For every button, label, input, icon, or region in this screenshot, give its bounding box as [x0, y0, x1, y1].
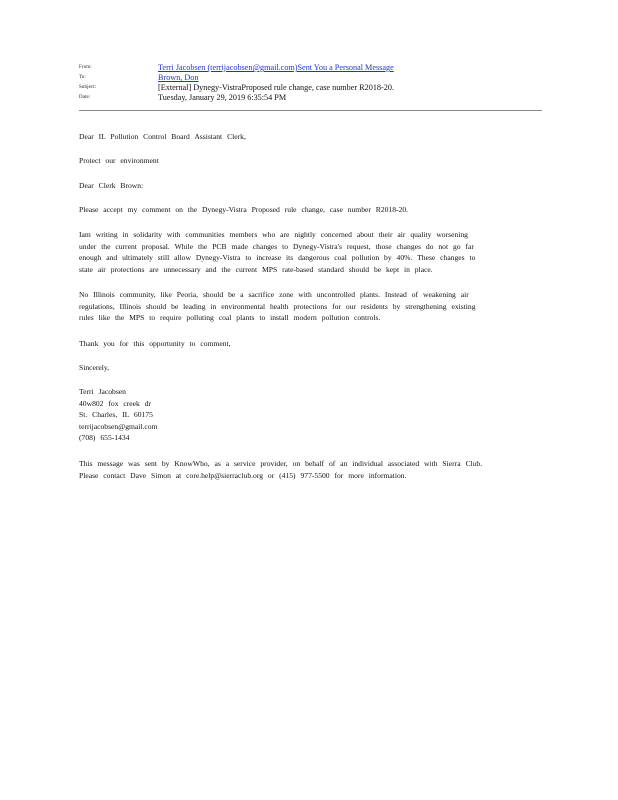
date-value: Tuesday, January 29, 2019 6:35:54 PM: [158, 93, 287, 102]
protect-text: Protect our environment: [79, 156, 159, 165]
dear-clerk-text: Dear Clerk Brown:: [79, 181, 144, 190]
from-label: From:: [79, 65, 92, 70]
signature-email: terrijacobsen@gmail.com: [79, 421, 158, 431]
salutation-text: Dear IL Pollution Control Board Assistant Clerk,: [79, 132, 246, 141]
subject-label: Subject:: [79, 85, 97, 90]
paragraph-3-line-3: rules like the MPS to require polluting coal plants to install modern pollution controls.: [79, 313, 381, 323]
paragraph-3-line-1: No Illinois community, like Peoria, should be a sacrifice zone with uncontrolled plants. Instead of weakening air: [79, 290, 469, 299]
from-value-link[interactable]: Terri Jacobsen (terrijacobsen@gmail.com)Sent You a Personal Message: [158, 63, 394, 72]
header-from-row: [79, 63, 549, 73]
signature-name: Terri Jacobsen: [79, 387, 126, 396]
paragraph-3: [79, 289, 539, 324]
closing-text: Sincerely,: [79, 363, 110, 372]
paragraph-2-line-1: Iam writing in solidarity with communities members who are nightly concerned about their air quality worsening: [79, 230, 468, 239]
paragraph-2-line-2: under the current proposal. While the PCB made changes to Dynegy-Vistra's request, those changes do not go far: [79, 241, 474, 251]
signature-phone: (708) 655-1434: [79, 433, 130, 443]
header-to-row: [79, 73, 549, 83]
paragraph-2: [79, 229, 539, 275]
header-date-row: [79, 93, 549, 103]
thanks-text: Thank you for this opportunity to comment,: [79, 339, 231, 348]
paragraph-3-line-2: regulations, Illinois should be leading in environmental health protections for our residents by strengthening existing: [79, 301, 476, 311]
subject-value: [External] Dynegy-VistraProposed rule change, case number R2018-20.: [158, 83, 394, 92]
header-subject-row: [79, 83, 549, 93]
to-value-link[interactable]: Brown, Don: [158, 73, 199, 82]
footer-line-1: This message was sent by KnowWho, as a service provider, on behalf of an individual associated with Sierra Club.: [79, 459, 483, 468]
header-divider: [79, 110, 542, 111]
footer-line-2: Please contact Dave Simon at core.help@sierraclub.org or (415) 977-5500 for more information.: [79, 470, 407, 480]
signature-street: 40w802 fox creek dr: [79, 398, 152, 408]
paragraph-2-line-3: enough and ultimately still allow Dynegy-Vistra to increase its dangerous coal pollution by 40%. These changes to: [79, 253, 476, 263]
date-label: Date:: [79, 95, 91, 100]
paragraph-1: Please accept my comment on the Dynegy-Vistra Proposed rule change, case number R2018-20.: [79, 205, 409, 214]
to-label: To:: [79, 75, 86, 80]
signature-block: [79, 386, 539, 444]
footer-notice: [79, 458, 539, 481]
signature-city: St. Charles, IL 60175: [79, 410, 153, 420]
paragraph-2-line-4: state air protections are unnecessary and the current MPS rate-based standard should be kept in place.: [79, 264, 433, 274]
